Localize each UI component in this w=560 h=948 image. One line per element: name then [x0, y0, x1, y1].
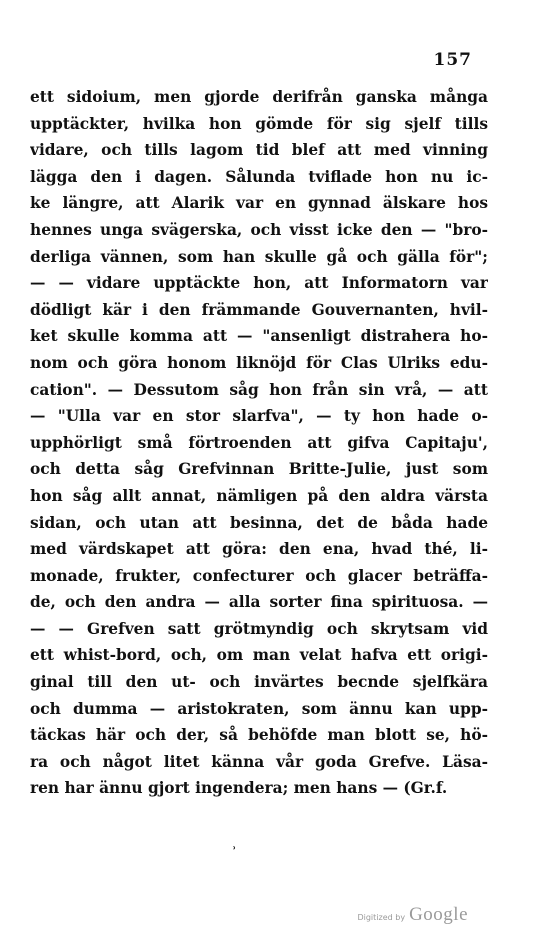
text-line: ra och något litet känna vår goda Grefve. Läsa-: [30, 752, 488, 771]
stray-ink-mark: ˒: [232, 842, 237, 856]
text-line: nom och göra honom liknöjd för Clas Ulriks edu-: [30, 353, 488, 372]
text-line: täckas här och der, så behöfde man blott se, hö-: [30, 726, 488, 745]
text-line: — — Grefven satt grötmyndig och skrytsam vid: [30, 619, 488, 638]
text-line: — "Ulla var en stor slarfva", — ty hon hade o-: [30, 407, 488, 426]
text-line: hennes unga svägerska, och visst icke den — "bro-: [30, 220, 488, 239]
text-line: ren har ännu gjort ingendera; men hans — (Gr.f.: [30, 779, 448, 798]
text-line: hon såg allt annat, nämligen på den aldra värsta: [30, 486, 488, 505]
text-line: upphörligt små förtroenden att gifva Capitaju',: [30, 433, 488, 452]
google-logo: Google: [409, 904, 468, 925]
text-line: vidare, och tills lagom tid blef att med vinning: [30, 141, 488, 160]
text-line: sidan, och utan att besinna, det de båda hade: [30, 513, 488, 532]
body-text: [30, 84, 488, 802]
text-line: lägga den i dagen. Sålunda tviflade hon nu ic-: [30, 167, 488, 186]
text-line: dödligt kär i den främmande Gouvernanten, hvil-: [30, 300, 488, 319]
text-line: ke längre, att Alarik var en gynnad älskare hos: [30, 194, 488, 213]
text-line: med värdskapet att göra: den ena, hvad thé, li-: [30, 540, 488, 559]
text-line: cation". — Dessutom såg hon från sin vrå, — att: [30, 380, 488, 399]
google-digitized-watermark: [357, 904, 468, 926]
text-line: — — vidare upptäckte hon, att Informatorn var: [30, 274, 488, 293]
text-line: monade, frukter, confecturer och glacer beträffa-: [30, 566, 488, 585]
watermark-prefix: Digitized by: [357, 913, 406, 922]
text-line: derliga vännen, som han skulle gå och gälla för";: [30, 247, 488, 266]
text-line: ett whist-bord, och, om man velat hafva ett origi-: [30, 646, 488, 665]
text-line: och dumma — aristokraten, som ännu kan upp-: [30, 699, 488, 718]
text-line: ket skulle komma att — "ansenligt distrahera ho-: [30, 327, 488, 346]
text-line: ginal till den ut- och invärtes becnde sjelfkära: [30, 673, 488, 692]
page-number: 157: [433, 50, 472, 70]
text-line: upptäckter, hvilka hon gömde för sig sjelf tills: [30, 114, 488, 133]
text-line: de, och den andra — alla sorter fina spirituosa. —: [30, 593, 488, 612]
text-line: ett sidoium, men gjorde derifrån ganska många: [30, 88, 488, 106]
text-line: och detta såg Grefvinnan Britte-Julie, just som: [30, 460, 488, 479]
